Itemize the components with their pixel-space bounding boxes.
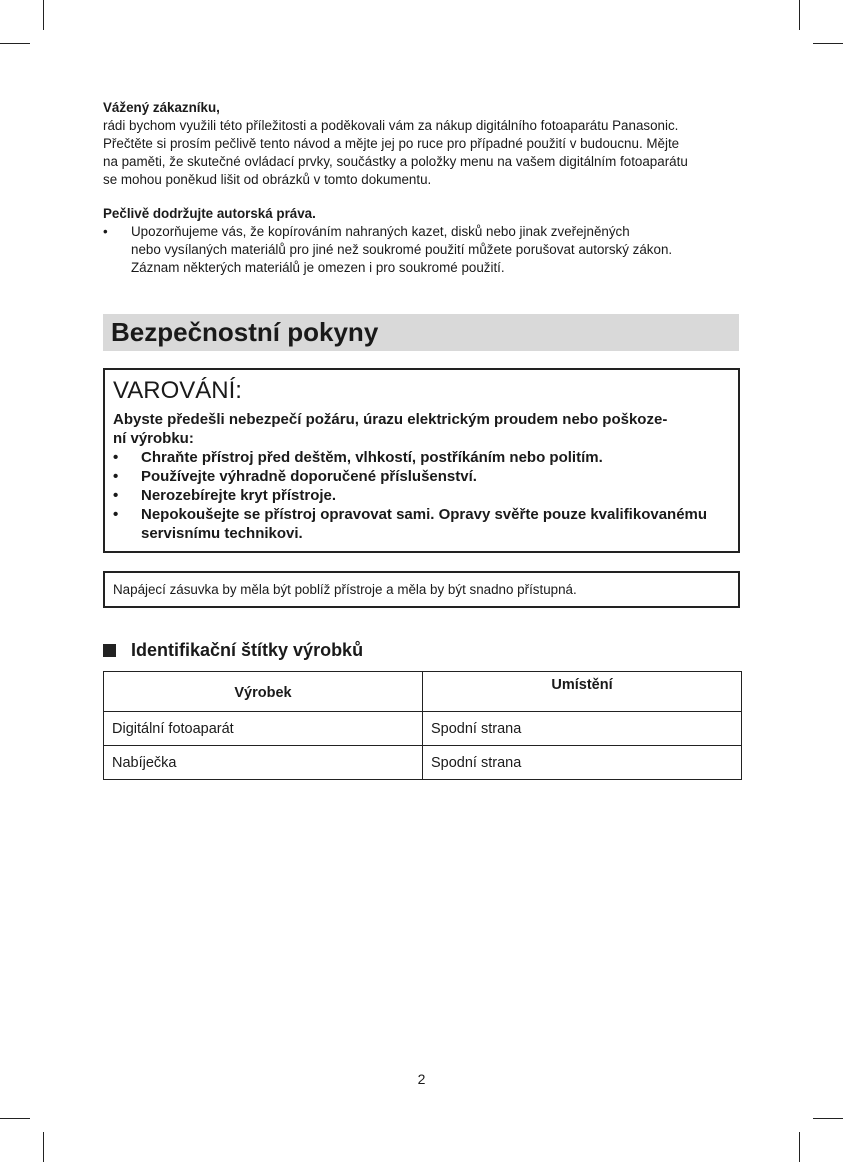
warning-item-line: servisnímu technikovi.: [141, 525, 303, 542]
column-header-product: Výrobek: [104, 672, 423, 712]
warning-intro-line: Abyste předešli nebezpečí požáru, úrazu elektrickým proudem nebo poškoze-: [113, 411, 668, 428]
warning-item: [113, 448, 730, 467]
table-row: [104, 746, 742, 780]
crop-mark: [813, 43, 843, 44]
crop-mark: [0, 43, 30, 44]
crop-mark: [799, 1132, 800, 1162]
identification-heading-text: Identifikační štítky výrobků: [131, 640, 364, 660]
intro-line: rádi bychom využili této příležitosti a poděkovali vám za nákup digitálního fotoaparátu Panasonic.: [103, 118, 679, 133]
bullet: •: [113, 449, 119, 466]
page-number: 2: [417, 1071, 426, 1087]
copyright-line: Záznam některých materiálů je omezen i pro soukromé použití.: [131, 260, 505, 275]
copyright-notice: [103, 205, 743, 277]
warning-box: [103, 368, 740, 553]
column-header-location: Umístění: [423, 672, 742, 712]
crop-mark: [43, 1132, 44, 1162]
warning-item: [113, 486, 730, 505]
intro-line: se mohou poněkud lišit od obrázků v tomto dokumentu.: [103, 172, 432, 187]
crop-mark: [813, 1118, 843, 1119]
table-cell: Spodní strana: [423, 712, 742, 746]
warning-item-text: [141, 505, 730, 543]
copyright-line: Upozorňujeme vás, že kopírováním nahraných kazet, disků nebo jinak zveřejněných: [131, 224, 630, 239]
bullet: •: [113, 487, 119, 504]
bullet: •: [113, 506, 119, 523]
crop-mark: [799, 0, 800, 30]
crop-mark: [43, 0, 44, 30]
warning-intro: [113, 410, 730, 448]
black-square-icon: [103, 644, 116, 657]
intro-text: [103, 99, 743, 189]
copyright-bullet-item: [103, 223, 743, 277]
warning-item: [113, 467, 730, 486]
table-header-row: [104, 672, 742, 712]
copyright-heading: Pečlivě dodržujte autorská práva.: [103, 206, 316, 221]
table-cell: Digitální fotoaparát: [104, 712, 423, 746]
warning-title: VAROVÁNÍ:: [113, 377, 242, 404]
crop-mark: [0, 1118, 30, 1119]
intro-line: Přečtěte si prosím pečlivě tento návod a mějte jej po ruce pro případné použití v budoucnu. Mějte: [103, 136, 680, 151]
intro-line: na paměti, že skutečné ovládací prvky, součástky a položky menu na vašem digitálním fotoaparátu: [103, 154, 688, 169]
copyright-line: nebo vysílaných materiálů pro jiné než soukromé použití můžete porušovat autorský zákon.: [131, 242, 673, 257]
bullet: •: [103, 224, 108, 239]
section-title: Bezpečnostní pokyny: [103, 314, 739, 351]
warning-item-text: Nerozebírejte kryt přístroje.: [141, 487, 337, 504]
bullet: •: [113, 468, 119, 485]
table-cell: Nabíječka: [104, 746, 423, 780]
warning-item-text: Používejte výhradně doporučené příslušenství.: [141, 468, 477, 485]
greeting: Vážený zákazníku,: [103, 100, 220, 115]
power-outlet-note: Napájecí zásuvka by měla být poblíž přístroje a měla by být snadno přístupná.: [103, 571, 740, 608]
table-row: [104, 712, 742, 746]
identification-heading: [103, 640, 363, 661]
identification-table: [103, 671, 742, 780]
warning-list: [113, 448, 730, 543]
warning-intro-line: ní výrobku:: [113, 430, 194, 447]
warning-item-text: Chraňte přístroj před deštěm, vlhkostí, postříkáním nebo politím.: [141, 449, 603, 466]
table-cell: Spodní strana: [423, 746, 742, 780]
warning-item: [113, 505, 730, 543]
warning-item-line: Nepokoušejte se přístroj opravovat sami. Opravy svěřte pouze kvalifikovanému: [141, 506, 708, 523]
